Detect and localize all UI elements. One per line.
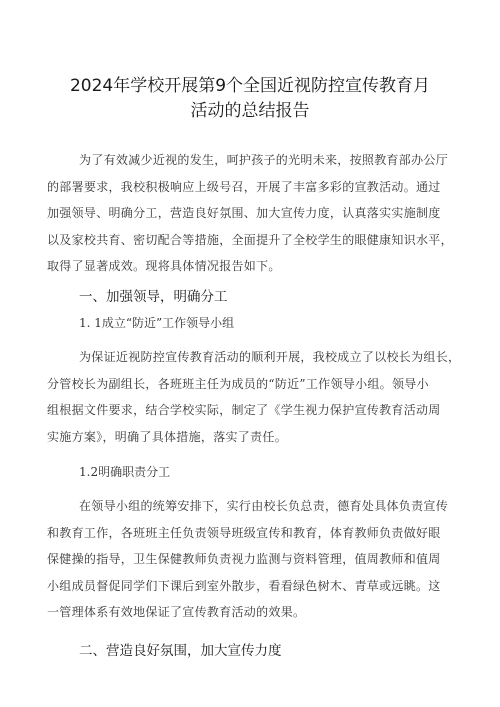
subsection-1-1-paragraph (47, 344, 463, 450)
paragraph-line: 加强领导、明确分工，营造良好氛围、加大宣传力度，认真落实实施制度 (47, 206, 441, 220)
paragraph-line: 以及家校共育、密切配合等措施，全面提升了全校学生的眼健康知识水平， (47, 232, 453, 247)
paragraph-line: 取得了显著成效。现将具体情况报告如下。 (47, 259, 281, 273)
paragraph-line: 和教育工作，各班班主任负责领导班级宣传和教育，体育教师负责做好眼 (47, 525, 441, 540)
paragraph-line: 保健操的指导，卫生保健教师负责视力监测与资料管理，值周教师和值周 (47, 552, 441, 566)
paragraph-line: 在领导小组的统筹安排下，实行由校长负总责，德育处具体负责宣传 (79, 499, 449, 513)
paragraph-line: 为了有效减少近视的发生，呵护孩子的光明未来，按照教育部办公厅 (79, 153, 449, 167)
title-line-1: 2024年学校开展第9个全国近视防控宣传教育月 (69, 76, 431, 96)
paragraph-line: 组根据文件要求，结合学校实际，制定了《学生视力保护宣传教育活动周 (47, 403, 441, 417)
paragraph-line: 实施方案》，明确了具体措施，落实了责任。 (47, 429, 288, 444)
subsection-heading-1-1: 1. 1成立“防近”工作领导小组 (79, 316, 235, 330)
paragraph-line: 一管理体系有效地保证了宣传教育活动的效果。 (47, 605, 306, 619)
paragraph-line: 为保证近视防控宣传教育活动的顺利开展，我校成立了以校长为组长， (79, 350, 461, 364)
section-heading-1: 一、加强领导，明确分工 (79, 289, 228, 305)
intro-paragraph (47, 147, 463, 280)
document-title (40, 74, 460, 124)
title-line-2: 活动的总结报告 (190, 101, 310, 121)
paragraph-line: 小组成员督促同学们下课后到室外散步，看看绿色树木、青草或远眺。这 (47, 578, 441, 593)
subsection-1-2-paragraph (47, 493, 463, 626)
subsection-heading-1-2: 1.2明确职责分工 (79, 465, 171, 479)
section-heading-2: 二、营造良好氛围，加大宣传力度 (79, 643, 282, 659)
paragraph-line: 的部署要求，我校积极响应上级号召，开展了丰富多彩的宣教活动。通过 (47, 179, 441, 194)
paragraph-line: 分管校长为副组长，各班班主任为成员的“防近”工作领导小组。领导小 (47, 376, 429, 391)
